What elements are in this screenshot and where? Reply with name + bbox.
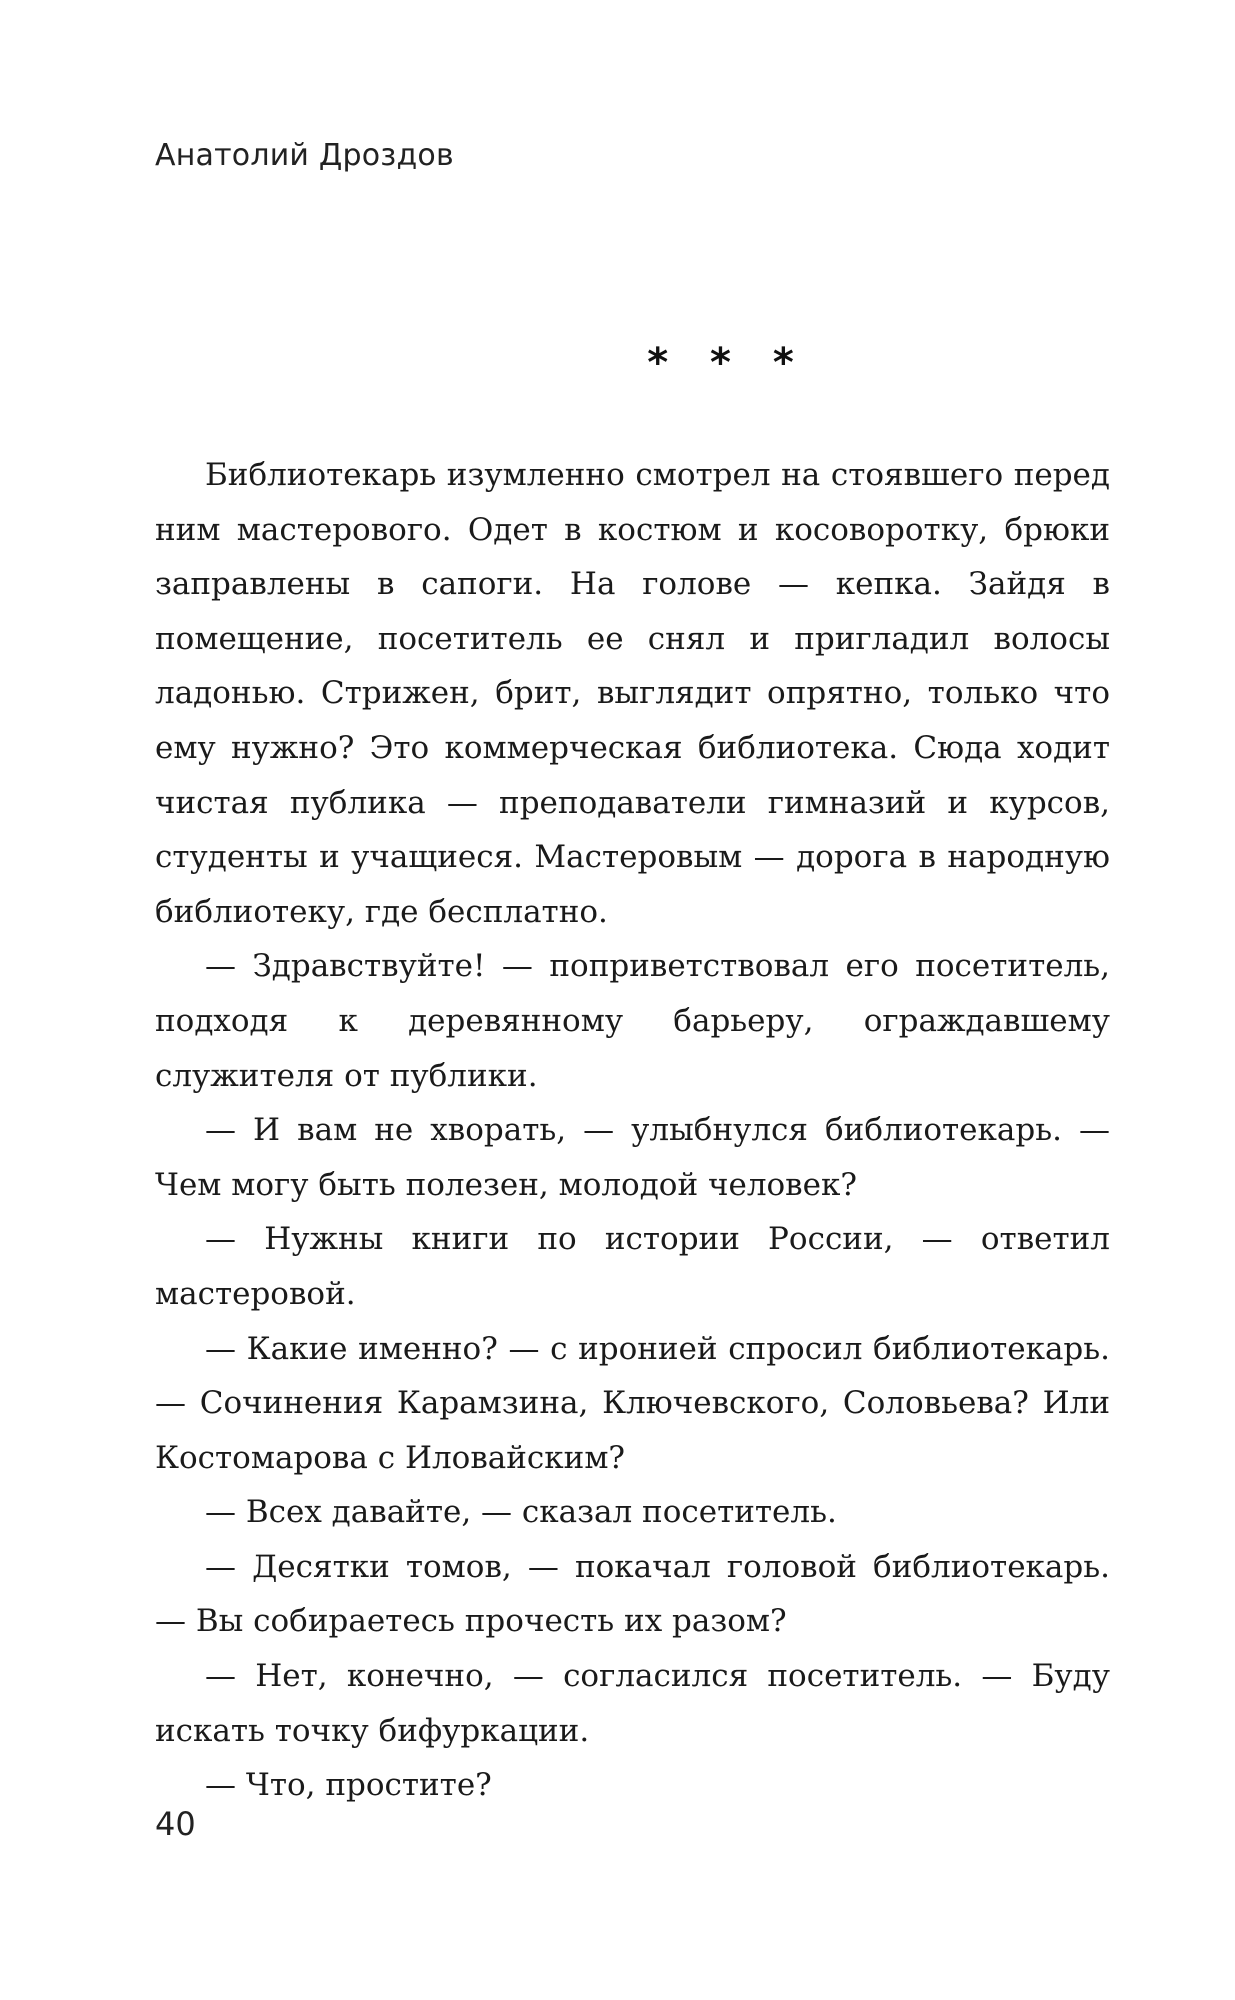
paragraph: Библиотекарь изумленно смотрел на стоявшего перед ним мастерового. Одет в костюм и косоворотку, брюки заправлены в сапоги. На голове — кепка. Зайдя в помещение, посетитель ее снял и пригладил волосы ладонью. Стрижен, брит, выглядит опрятно, только что ему нужно? Это коммерческая библиотека. Сюда ходит чистая публика — преподаватели гимназий и курсов, студенты и учащиеся. Мастеровым — дорога в народную библиотеку, где бесплатно. [155, 457, 1110, 930]
paragraph: — Здравствуйте! — поприветствовал его посетитель, подходя к деревянному барьеру, ограждавшему служителя от публики. [155, 948, 1110, 1094]
paragraph: — Какие именно? — с иронией спросил библиотекарь. — Сочинения Карамзина, Ключевского, Соловьева? Или Костомарова с Иловайским? [155, 1330, 1110, 1476]
body-text [155, 448, 1110, 1813]
paragraph: — Нет, конечно, — согласился посетитель. — Буду искать точку бифуркации. [155, 1658, 1110, 1749]
paragraph: — Всех давайте, — сказал посетитель. [205, 1494, 837, 1531]
page-number: 40 [155, 1805, 196, 1843]
running-head-author: Анатолий Дроздов [155, 138, 454, 173]
paragraph: — И вам не хворать, — улыбнулся библиотекарь. — Чем могу быть полезен, молодой человек? [155, 1112, 1110, 1203]
paragraph: — Что, простите? [205, 1767, 492, 1804]
section-separator: * * * [647, 340, 808, 386]
paragraph: — Нужны книги по истории России, — ответил мастеровой. [155, 1221, 1110, 1312]
paragraph: — Десятки томов, — покачал головой библиотекарь. — Вы собираетесь прочесть их разом? [155, 1548, 1110, 1640]
